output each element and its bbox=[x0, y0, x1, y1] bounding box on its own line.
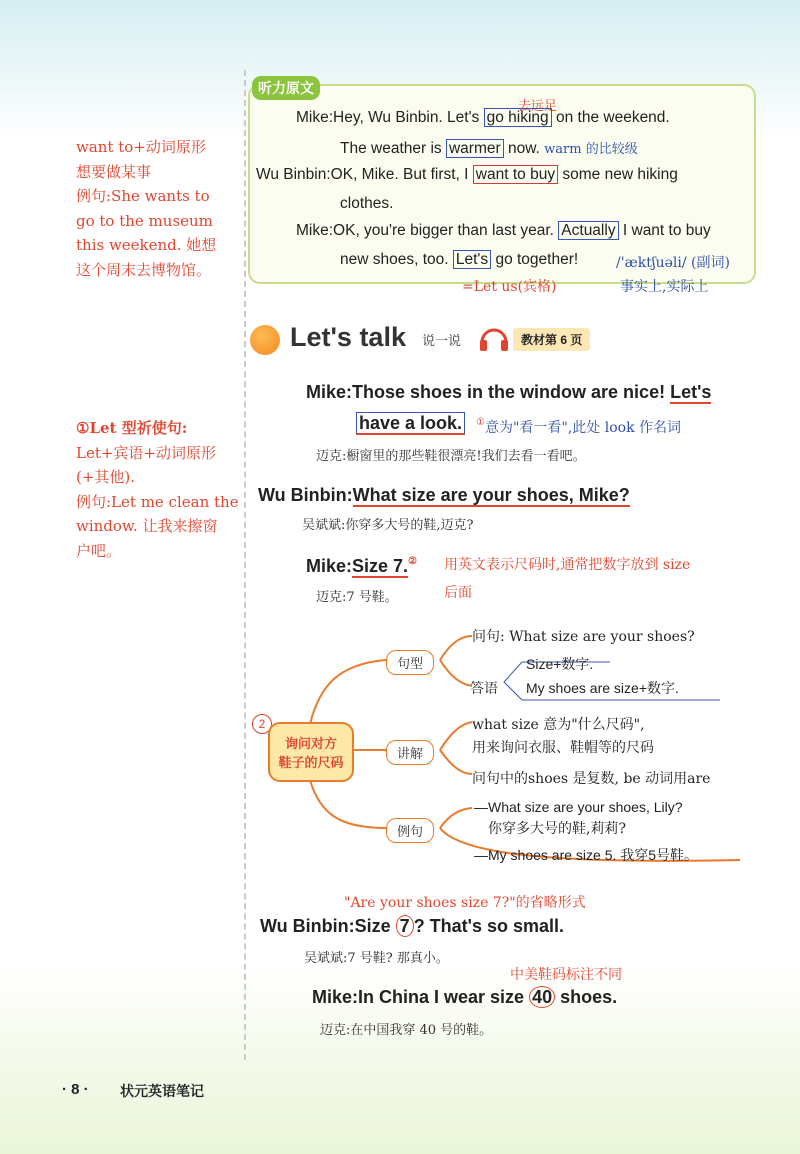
mindmap-explain-1: what size 意为"什么尺码", bbox=[472, 717, 645, 733]
phonetic-actually: /'æktʃuəli/ (副词) bbox=[616, 255, 730, 271]
transcript-line-6: new shoes, too. Let's go together! bbox=[340, 251, 579, 268]
mindmap-example-2: 你穿多大号的鞋,莉莉? bbox=[488, 821, 626, 837]
mindmap-answer-1: Size+数字. bbox=[526, 656, 594, 672]
transcript-line-2: The weather is warmer now. warm 的比较级 bbox=[340, 140, 638, 157]
listening-title: 听力原文 bbox=[252, 76, 320, 100]
dialogue-2: Wu Binbin:What size are your shoes, Mike? bbox=[258, 485, 630, 505]
dialogue-1-cont: have a look. bbox=[356, 413, 465, 434]
dialogue-5: Mike:In China I wear size 40 shoes. bbox=[312, 987, 618, 1007]
note-let-imperative: ①Let 型祈使句: Let+宾语+动词原形 (+其他). 例句:Let me clean the window. 让我来擦窗 户吧。 bbox=[76, 419, 239, 560]
mindmap-node-pattern: 句型 bbox=[386, 650, 434, 675]
mindmap-example-1: —What size are your shoes, Lily? bbox=[474, 799, 683, 815]
section-title: Let's talk bbox=[290, 322, 406, 352]
dialogue-5-translation: 迈克:在中国我穿 40 号的鞋。 bbox=[320, 1023, 493, 1038]
transcript-line-5: Mike:OK, you're bigger than last year. Actually I want to buy bbox=[296, 222, 711, 239]
note-go-hiking: 去远足 bbox=[518, 99, 558, 114]
note-lets: =Let us(宾格) bbox=[462, 279, 557, 295]
transcript-line-3: Wu Binbin:OK, Mike. But first, I want to buy some new hiking bbox=[256, 166, 678, 183]
dialogue-3-translation: 迈克:7 号鞋。 bbox=[316, 590, 398, 605]
note-actually: 事实上,实际上 bbox=[620, 279, 709, 295]
mindmap-center: 询问对方 鞋子的尺码 bbox=[268, 722, 354, 782]
dialogue-4-translation: 吴斌斌:7 号鞋? 那真小。 bbox=[304, 951, 449, 966]
headphones-icon bbox=[478, 324, 510, 352]
mindmap-answer-label: 答语 bbox=[470, 681, 498, 697]
dialogue-4: Wu Binbin:Size 7 ? That's so small. bbox=[260, 916, 565, 936]
mindmap-number: 2 bbox=[252, 714, 272, 734]
mindmap-node-example: 例句 bbox=[386, 818, 434, 843]
note-shoe-size: 中美鞋码标注不同 bbox=[510, 967, 622, 983]
mindmap-answer-2: My shoes are size+数字. bbox=[526, 680, 679, 696]
mindmap-example-3: —My shoes are size 5. 我穿5号鞋。 bbox=[474, 847, 699, 863]
dialogue-1-translation: 迈克:橱窗里的那些鞋很漂亮!我们去看一看吧。 bbox=[316, 449, 586, 464]
dialogue-2-translation: 吴斌斌:你穿多大号的鞋,迈克? bbox=[302, 518, 474, 533]
mindmap-question: 问句: What size are your shoes? bbox=[472, 629, 695, 645]
note-size-1: 用英文表示尺码时,通常把数字放到 size bbox=[444, 557, 691, 573]
orange-dot-icon bbox=[250, 325, 280, 355]
section-subtitle: 说一说 bbox=[422, 333, 462, 348]
dialogue-1: Mike:Those shoes in the window are nice! Let's bbox=[306, 382, 712, 402]
transcript-line-1: Mike:Hey, Wu Binbin. Let's go hiking on the weekend. bbox=[296, 109, 670, 126]
dialogue-3: Mike:Size 7.② bbox=[306, 556, 418, 576]
note-size-2: 后面 bbox=[444, 585, 472, 601]
margin-divider bbox=[244, 70, 246, 1060]
mindmap-node-explain: 讲解 bbox=[386, 740, 434, 765]
mindmap-explain-2: 用来询问衣服、鞋帽等的尺码 bbox=[472, 740, 654, 756]
note-have-a-look: ①意为"看一看",此处 look 作名词 bbox=[476, 417, 682, 436]
note-want-to: want to+动词原形 想要做某事 例句:She wants to go to the museum this weekend. 她想 这个周末去博物馆。 bbox=[76, 138, 217, 279]
book-title: 状元英语笔记 bbox=[120, 1083, 204, 1099]
mindmap-explain-3: 问句中的shoes 是复数, be 动词用are bbox=[472, 771, 711, 787]
note-elliptical: "Are your shoes size 7?"的省略形式 bbox=[344, 895, 586, 911]
page-number: · 8 · bbox=[62, 1081, 89, 1098]
transcript-line-4: clothes. bbox=[340, 195, 394, 212]
textbook-page-ref: 教材第 6 页 bbox=[513, 328, 590, 351]
